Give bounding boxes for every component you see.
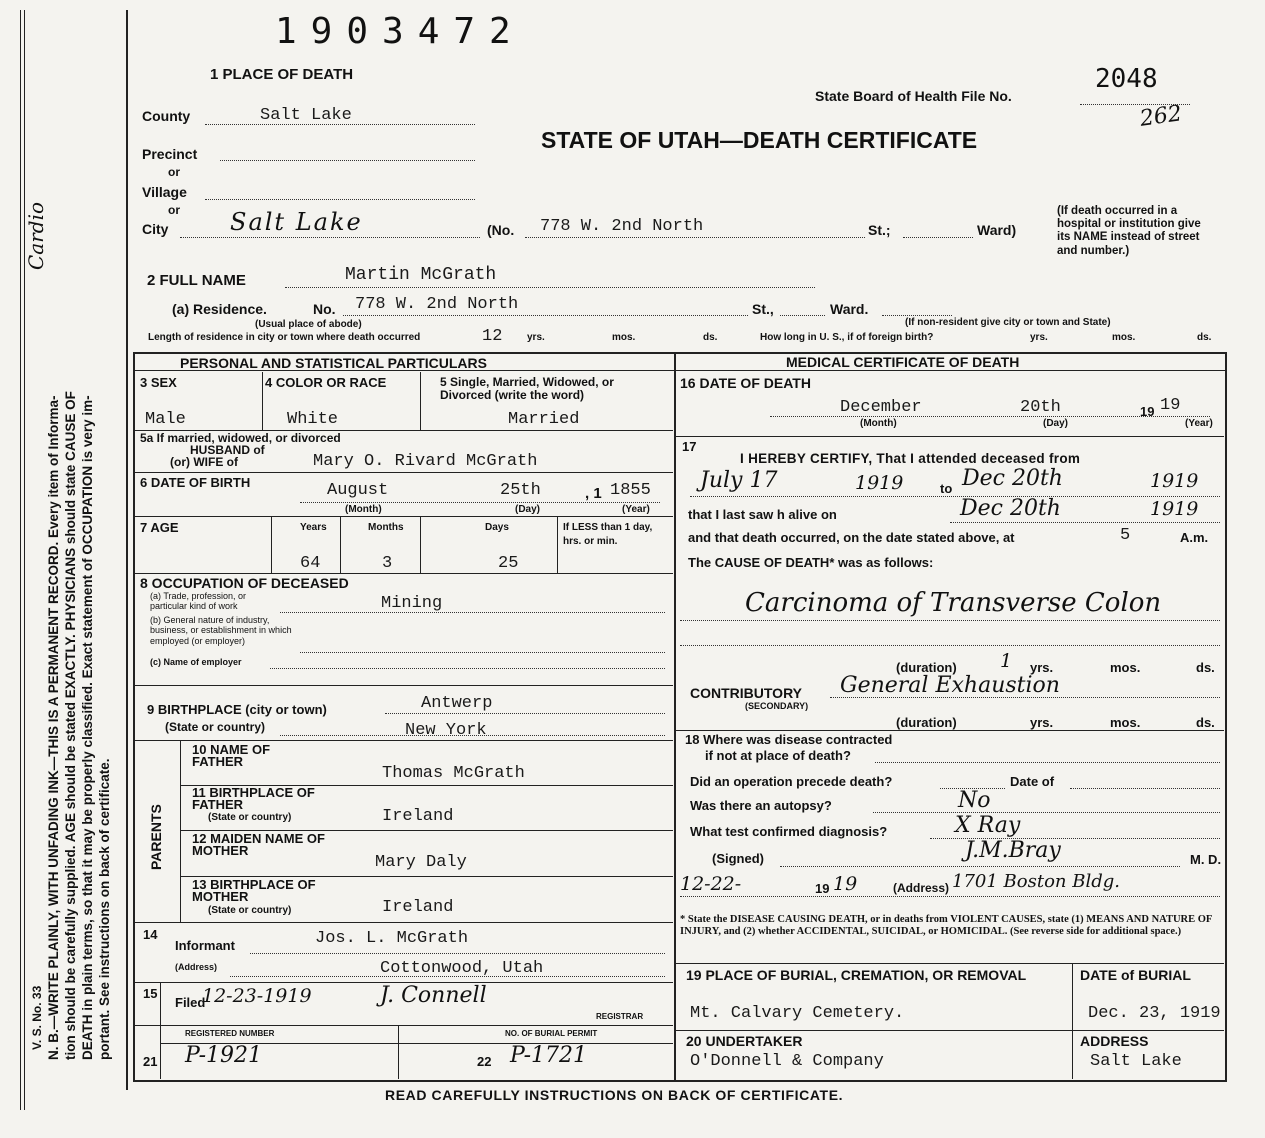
age-years-label: Years	[300, 522, 327, 533]
mother-birthplace-sub: (State or country)	[208, 905, 292, 916]
operation-label: Did an operation precede death?	[690, 774, 893, 789]
last-saw-date: Dec 20th	[960, 496, 1061, 521]
hospital-note: (If death occurred in a hospital or institution give its NAME instead of street and number.)	[1057, 205, 1201, 257]
dod-year: 19	[1160, 396, 1181, 415]
informant-number: 14	[143, 927, 158, 942]
birthplace-state: New York	[405, 721, 487, 740]
dob-month-caption: (Month)	[345, 504, 382, 515]
secondary-label: (SECONDARY)	[745, 701, 809, 711]
duration-ds-label-2: ds.	[1196, 715, 1215, 730]
color-label: 4 COLOR OR RACE	[265, 375, 387, 390]
precinct-label: Precinct	[142, 146, 198, 162]
ward-label: Ward)	[977, 222, 1017, 238]
attended-to: Dec 20th	[962, 466, 1063, 491]
age-years: 64	[300, 554, 321, 573]
cause-value: Carcinoma of Transverse Colon	[745, 588, 1162, 618]
residence-ward-label: Ward.	[830, 301, 869, 317]
cause-label: The CAUSE OF DEATH* was as follows:	[688, 555, 934, 570]
village-label: Village	[142, 184, 187, 200]
dob-year-caption: (Year)	[622, 504, 650, 515]
contributory-label: CONTRIBUTORY	[690, 685, 802, 701]
signed-label: (Signed)	[712, 851, 764, 866]
sex-value: Male	[145, 410, 186, 429]
duration-label: (duration)	[896, 660, 957, 675]
autopsy-value: No	[958, 788, 991, 813]
filed-label: Filed	[175, 995, 206, 1010]
informant-label: Informant	[175, 938, 235, 953]
item-18-label: 18 Where was disease contracted	[685, 732, 893, 747]
birthplace-label: 9 BIRTHPLACE (city or town)	[147, 702, 327, 717]
attended-from-year: 1919	[855, 472, 904, 494]
dod-day-caption: (Day)	[1043, 418, 1069, 429]
ds-label-2: ds.	[1197, 332, 1212, 343]
informant-address: Cottonwood, Utah	[380, 959, 544, 978]
place-of-death-heading: 1 PLACE OF DEATH	[210, 66, 354, 83]
informant-address-label: (Address)	[175, 962, 218, 972]
street-label: St.;	[868, 222, 891, 238]
item-17: 17	[682, 439, 697, 454]
burial-permit-label: NO. OF BURIAL PERMIT	[505, 1029, 598, 1038]
burial-date-label: DATE of BURIAL	[1080, 967, 1191, 983]
margin-instructions-2: tion should be carefully supplied. AGE should be stated EXACTLY. PHYSICIANS should state CAUSE OF	[63, 391, 78, 1060]
parents-label: PARENTS	[148, 804, 164, 870]
autopsy-label: Was there an autopsy?	[690, 798, 832, 813]
margin-instructions-1: N. B.—WRITE PLAINLY, WITH UNFADING INK—THIS IS A PERMANENT RECORD. Every item of Informa-	[46, 395, 61, 1060]
death-street-value: 778 W. 2nd North	[540, 217, 704, 236]
burial-date: Dec. 23, 1919	[1088, 1004, 1221, 1023]
duration-mos-label-2: mos.	[1110, 715, 1141, 730]
dod-day: 20th	[1020, 398, 1061, 417]
full-name-label: 2 FULL NAME	[147, 272, 246, 289]
age-days-label: Days	[485, 522, 509, 533]
certificate-title: STATE OF UTAH—DEATH CERTIFICATE	[541, 127, 978, 153]
test-label: What test confirmed diagnosis?	[690, 824, 888, 839]
mos-label: mos.	[612, 332, 636, 343]
last-saw-text: that I last saw h alive on	[688, 507, 837, 522]
yrs-label: yrs.	[527, 332, 545, 343]
mother-birthplace: Ireland	[382, 898, 454, 917]
date-of-death-label: 16 DATE OF DEATH	[680, 375, 811, 391]
undertaker-value: O'Donnell & Company	[690, 1052, 884, 1071]
occupation-label: 8 OCCUPATION OF DECEASED	[140, 575, 349, 591]
file-number-label: State Board of Health File No.	[815, 88, 1012, 104]
burial-permit-number: P-1721	[510, 1043, 588, 1068]
dod-month: December	[840, 398, 922, 417]
attended-from: July 17	[700, 468, 778, 493]
filed-date: 12-23-1919	[202, 985, 312, 1007]
dod-month-caption: (Month)	[860, 418, 897, 429]
residence-value: 778 W. 2nd North	[355, 295, 519, 314]
file-number: 2048	[1095, 64, 1158, 94]
margin-instructions-3: DEATH in plain terms, so that it may be properly classified. Exact statement of OCCUPATION is very im-	[80, 395, 95, 1060]
certify-text: I HEREBY CERTIFY, That I attended deceased from	[740, 451, 1081, 466]
burial-place-label: 19 PLACE OF BURIAL, CREMATION, OR REMOVAL	[686, 967, 1027, 983]
physician-address: 1701 Boston Bldg.	[952, 871, 1120, 892]
attended-to-year: 1919	[1150, 470, 1199, 492]
dod-year-prefix: 19	[1140, 404, 1155, 419]
marital-value: Married	[508, 410, 580, 429]
margin-instructions-4: portant. See instructions on back of certificate.	[97, 758, 112, 1060]
abode-note: (Usual place of abode)	[255, 319, 362, 330]
yrs-label-2: yrs.	[1030, 332, 1048, 343]
not-place-label: if not at place of death?	[705, 748, 851, 763]
length-of-residence-label: Length of residence in city or town where death occurred	[148, 332, 421, 343]
spouse-label-2: HUSBAND of	[190, 443, 265, 457]
or-label-1: or	[168, 165, 180, 179]
or-label-2: or	[168, 203, 180, 217]
age-less-label: If LESS than 1 day, hrs. or min.	[563, 522, 653, 547]
informant-value: Jos. L. McGrath	[315, 929, 469, 948]
dob-year: 1855	[610, 481, 651, 500]
undertaker-address: Salt Lake	[1090, 1052, 1182, 1071]
father-birthplace: Ireland	[382, 807, 454, 826]
father-birthplace-label: 11 BIRTHPLACE OF FATHER	[192, 785, 315, 813]
duration-ds-label: ds.	[1196, 660, 1215, 675]
age-months-label: Months	[368, 522, 404, 533]
certificate-number: 1903472	[275, 11, 525, 52]
test-value: X Ray	[955, 813, 1021, 838]
city-label: City	[142, 221, 169, 237]
father-birthplace-sub: (State or country)	[208, 812, 292, 823]
county-value: Salt Lake	[260, 106, 352, 125]
dob-day-caption: (Day)	[515, 504, 541, 515]
contributory-value: General Exhaustion	[840, 673, 1060, 698]
duration-years: 1	[1000, 650, 1013, 672]
signed-date: 12-22-	[680, 873, 742, 895]
signed-year-prefix: 19	[815, 881, 830, 896]
personal-heading: PERSONAL AND STATISTICAL PARTICULARS	[180, 355, 487, 371]
last-saw-year: 1919	[1150, 498, 1199, 520]
residence-label: (a) Residence.	[172, 301, 267, 317]
margin-handwriting: Cardio	[24, 201, 48, 270]
registrar-signature: J. Connell	[380, 983, 487, 1008]
dob-day: 25th	[500, 481, 541, 500]
birthplace-city: Antwerp	[421, 694, 493, 713]
street-number-label: (No.	[487, 222, 515, 238]
margin-vs-number: V. S. No. 33	[30, 985, 44, 1050]
nonresident-note: (If non-resident give city or town and State)	[905, 317, 1111, 328]
age-days: 25	[498, 554, 519, 573]
residence-st-label: St.,	[752, 301, 774, 317]
father-name: Thomas McGrath	[382, 764, 525, 783]
sex-label: 3 SEX	[140, 375, 177, 390]
file-number-2: 262	[1138, 101, 1184, 132]
footer-instructions: READ CAREFULLY INSTRUCTIONS ON BACK OF CERTIFICATE.	[385, 1087, 844, 1103]
filed-number: 15	[143, 986, 158, 1001]
full-name-value: Martin McGrath	[345, 265, 497, 285]
burial-permit-prefix: 22	[477, 1054, 492, 1069]
marital-label: 5 Single, Married, Widowed, or Divorced (write the word)	[440, 375, 614, 402]
occupation-c-label: (c) Name of employer	[150, 657, 242, 667]
medical-heading: MEDICAL CERTIFICATE OF DEATH	[786, 354, 1020, 370]
undertaker-label: 20 UNDERTAKER	[686, 1033, 803, 1049]
occupation-a-label: (a) Trade, profession, or particular kind of work	[150, 591, 247, 612]
death-time-text: and that death occurred, on the date stated above, at	[688, 530, 1015, 545]
age-label: 7 AGE	[140, 520, 179, 535]
age-months: 3	[382, 554, 393, 573]
md-label: M. D.	[1190, 852, 1222, 867]
mother-birthplace-label: 13 BIRTHPLACE OF MOTHER	[192, 877, 316, 905]
operation-date-label: Date of	[1010, 774, 1055, 789]
registrar-label: REGISTRAR	[596, 1012, 644, 1021]
physician-signature: J.M.Bray	[965, 838, 1061, 863]
duration-yrs-label-2: yrs.	[1030, 715, 1054, 730]
color-value: White	[287, 410, 339, 429]
death-time-ampm: A.m.	[1180, 530, 1209, 545]
undertaker-address-label: ADDRESS	[1080, 1033, 1149, 1049]
mother-name-label: 12 MAIDEN NAME OF MOTHER	[192, 831, 325, 859]
burial-place: Mt. Calvary Cemetery.	[690, 1004, 905, 1023]
length-years-value: 12	[482, 327, 503, 346]
mos-label-2: mos.	[1112, 332, 1136, 343]
occupation-b-label: (b) General nature of industry, business, or establishment in which employed (or employer)	[150, 615, 292, 646]
city-value: Salt Lake	[230, 208, 363, 236]
registered-number-prefix: 21	[143, 1054, 158, 1069]
dob-label: 6 DATE OF BIRTH	[140, 475, 251, 490]
dod-year-caption: (Year)	[1185, 418, 1213, 429]
death-time: 5	[1120, 526, 1131, 545]
spouse-label-1: 5a If married, widowed, or divorced	[140, 431, 341, 445]
residence-no-label: No.	[313, 301, 336, 317]
duration-label-2: (duration)	[896, 715, 957, 730]
registered-number-label: REGISTERED NUMBER	[185, 1029, 275, 1038]
dob-comma: , 1	[585, 485, 602, 502]
signed-year: 19	[833, 873, 858, 895]
ds-label: ds.	[703, 332, 718, 343]
spouse-label-3: (or) WIFE of	[170, 455, 238, 469]
occupation-value: Mining	[381, 594, 443, 613]
attended-to-label: to	[940, 481, 953, 496]
father-name-label: 10 NAME OF FATHER	[192, 742, 271, 770]
us-residence-label: How long in U. S., if of foreign birth?	[760, 332, 934, 343]
birthplace-state-label: (State or country)	[165, 720, 266, 734]
duration-yrs-label: yrs.	[1030, 660, 1054, 675]
cause-footnote: * State the DISEASE CAUSING DEATH, or in deaths from VIOLENT CAUSES, state (1) MEANS AND NATURE OF INJURY, and (2) whether ACCIDENTAL, SUICIDAL, or HOMICIDAL. (See reverse side for additional space.)	[680, 914, 1212, 938]
spouse-value: Mary O. Rivard McGrath	[313, 452, 538, 471]
physician-address-label: (Address)	[893, 881, 950, 895]
duration-mos-label: mos.	[1110, 660, 1141, 675]
county-label: County	[142, 108, 191, 124]
dob-month: August	[327, 481, 389, 500]
mother-name: Mary Daly	[375, 853, 467, 872]
registered-number: P-1921	[185, 1043, 263, 1068]
